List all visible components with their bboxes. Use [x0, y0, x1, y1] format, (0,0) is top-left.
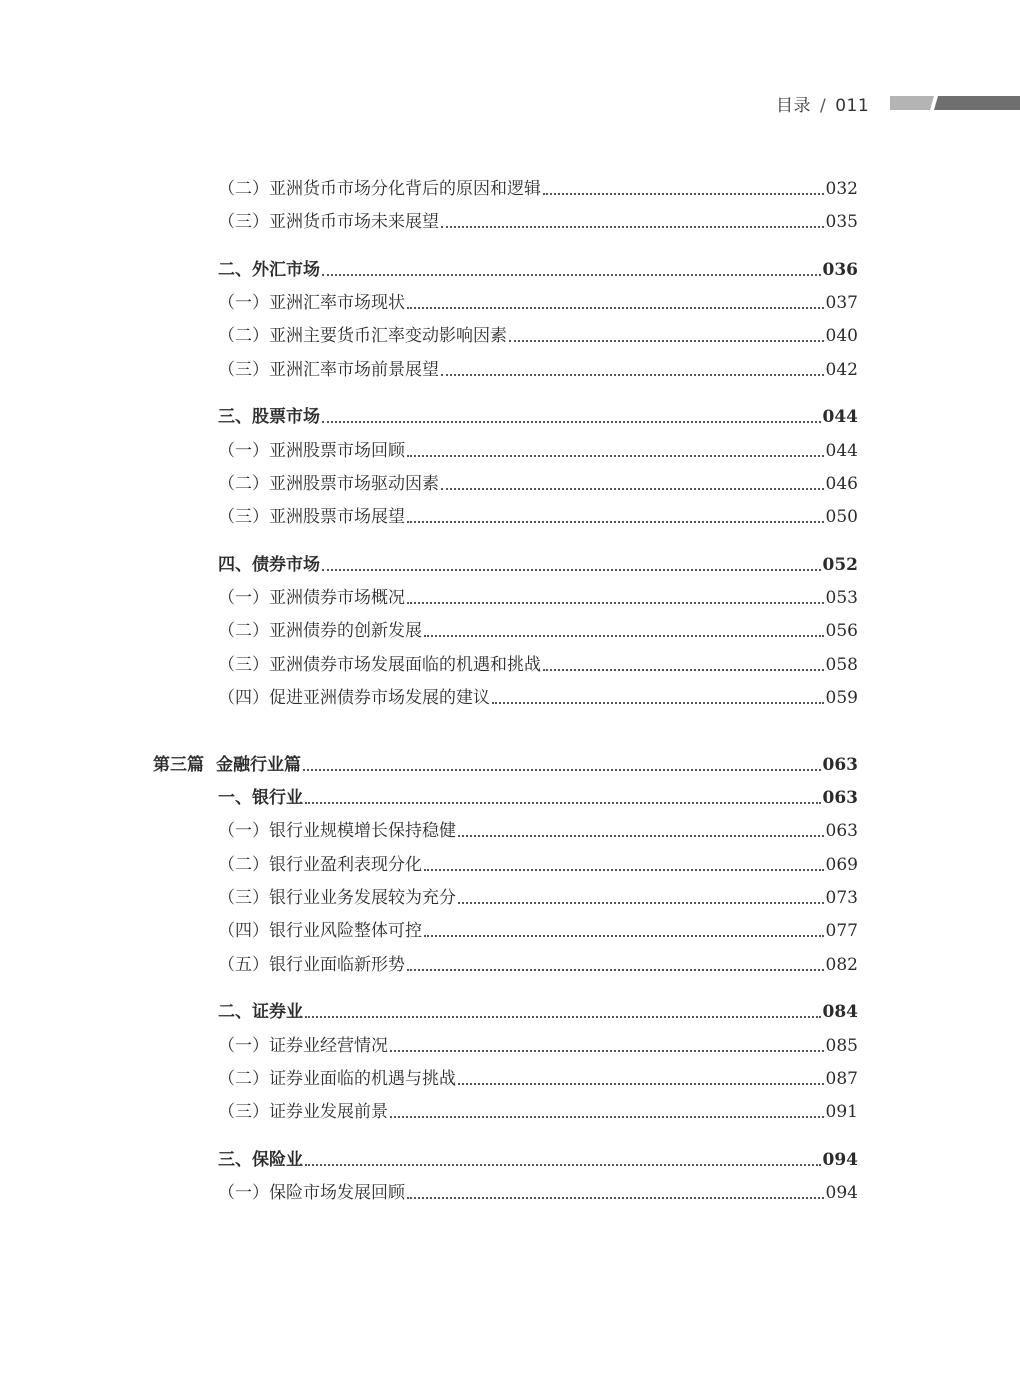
toc-entry-title: 二、外汇市场 — [218, 260, 320, 280]
toc-page-number: 082 — [825, 955, 858, 975]
toc-page-number: 087 — [825, 1069, 858, 1089]
toc-dot-leader — [322, 569, 821, 571]
toc-dot-leader — [305, 802, 821, 804]
toc-entry-title: 四、债券市场 — [218, 555, 320, 575]
toc-entry-title: （一）亚洲债券市场概况 — [218, 588, 405, 608]
toc-page-number: 073 — [825, 888, 858, 908]
toc-subsection-entry[interactable] — [218, 504, 858, 530]
toc-entry-title: （二）银行业盈利表现分化 — [218, 855, 422, 875]
toc-subsection-entry[interactable] — [218, 818, 858, 844]
toc-part-name: 金融行业篇 — [216, 755, 301, 775]
toc-dot-leader — [441, 226, 824, 228]
toc-dot-leader — [305, 1164, 821, 1166]
toc-page-number: 052 — [822, 555, 858, 575]
toc-entry-title: 二、证券业 — [218, 1002, 303, 1022]
toc-subsection-entry[interactable] — [218, 1033, 858, 1059]
toc-dot-leader — [424, 935, 824, 937]
toc-page-number: 063 — [825, 821, 858, 841]
header-separator: / — [820, 96, 827, 116]
toc-page-number: 032 — [825, 179, 858, 199]
toc-dot-leader — [322, 421, 821, 423]
toc-entry-title: 一、银行业 — [218, 788, 303, 808]
toc-page-number: 050 — [825, 507, 858, 527]
toc-entry-title: （二）证券业面临的机遇与挑战 — [218, 1069, 456, 1089]
toc-part-label: 第三篇 — [153, 755, 204, 775]
toc-dot-leader — [543, 193, 824, 195]
toc-dot-leader — [407, 521, 824, 523]
toc-page-number: 085 — [825, 1036, 858, 1056]
toc-entry-title: （三）证券业发展前景 — [218, 1102, 388, 1122]
toc-page-number: 059 — [825, 688, 858, 708]
toc-subsection-entry[interactable] — [218, 1180, 858, 1206]
toc-entry-title: （二）亚洲债券的创新发展 — [218, 621, 422, 641]
toc-dot-leader — [509, 340, 824, 342]
toc-dot-leader — [441, 374, 824, 376]
toc-dot-leader — [424, 635, 824, 637]
toc-subsection-entry[interactable] — [218, 885, 858, 911]
toc-entry-title: （三）亚洲汇率市场前景展望 — [218, 360, 439, 380]
toc-dot-leader — [407, 1197, 824, 1199]
toc-page-number: 077 — [825, 921, 858, 941]
toc-page-number: 046 — [825, 474, 858, 494]
toc-page-number: 042 — [825, 360, 858, 380]
toc-subsection-entry[interactable] — [218, 952, 858, 978]
header-decorative-bar — [890, 96, 1020, 110]
toc-dot-leader — [390, 1116, 824, 1118]
toc-entry-title: （一）保险市场发展回顾 — [218, 1183, 405, 1203]
toc-section-entry[interactable] — [218, 404, 858, 430]
toc-page-number: 053 — [825, 588, 858, 608]
toc-entry-title: （一）亚洲股票市场回顾 — [218, 441, 405, 461]
toc-page-number: 084 — [822, 1002, 858, 1022]
toc-page-number: 094 — [825, 1183, 858, 1203]
toc-page-number: 040 — [825, 326, 858, 346]
toc-subsection-entry[interactable] — [218, 652, 858, 678]
toc-dot-leader — [458, 1083, 824, 1085]
toc-page-number: 063 — [822, 788, 858, 808]
toc-subsection-entry[interactable] — [218, 290, 858, 316]
toc-entry-title — [153, 752, 301, 778]
toc-dot-leader — [407, 455, 824, 457]
toc-page-number: 044 — [825, 441, 858, 461]
toc-entry-title: （二）亚洲股票市场驱动因素 — [218, 474, 439, 494]
toc-subsection-entry[interactable] — [218, 852, 858, 878]
toc-dot-leader — [492, 702, 824, 704]
toc-page-number: 091 — [825, 1102, 858, 1122]
toc-page-number: 063 — [822, 755, 858, 775]
toc-dot-leader — [458, 835, 824, 837]
toc-dot-leader — [424, 869, 824, 871]
toc-dot-leader — [390, 1050, 824, 1052]
toc-dot-leader — [407, 602, 824, 604]
toc-entry-title: 三、股票市场 — [218, 407, 320, 427]
running-header — [776, 91, 869, 116]
toc-section-entry[interactable] — [218, 1147, 858, 1173]
toc-dot-leader — [407, 307, 824, 309]
header-page-number: 011 — [835, 96, 870, 116]
toc-page-number: 069 — [825, 855, 858, 875]
toc-page-number: 056 — [825, 621, 858, 641]
toc-subsection-entry[interactable] — [218, 618, 858, 644]
toc-subsection-entry[interactable] — [218, 1099, 858, 1125]
toc-dot-leader — [441, 488, 824, 490]
toc-subsection-entry[interactable] — [218, 585, 858, 611]
toc-section-entry[interactable] — [218, 257, 858, 283]
toc-entry-title: （三）亚洲货币市场未来展望 — [218, 212, 439, 232]
toc-subsection-entry[interactable] — [218, 209, 858, 235]
toc-page-number: 044 — [822, 407, 858, 427]
toc-section-entry[interactable] — [218, 999, 858, 1025]
toc-subsection-entry[interactable] — [218, 918, 858, 944]
toc-entry-title: （三）亚洲债券市场发展面临的机遇和挑战 — [218, 655, 541, 675]
toc-subsection-entry[interactable] — [218, 357, 858, 383]
toc-dot-leader — [543, 669, 824, 671]
toc-subsection-entry[interactable] — [218, 438, 858, 464]
toc-page-number: 094 — [822, 1150, 858, 1170]
toc-entry-title: （五）银行业面临新形势 — [218, 955, 405, 975]
toc-dot-leader — [305, 1016, 821, 1018]
toc-page-number: 036 — [822, 260, 858, 280]
toc-subsection-entry[interactable] — [218, 1066, 858, 1092]
header-section-title: 目录 — [776, 96, 811, 116]
toc-dot-leader — [303, 769, 821, 771]
toc-entry-title: 三、保险业 — [218, 1150, 303, 1170]
toc-part-entry[interactable] — [153, 752, 858, 778]
toc-dot-leader — [458, 902, 824, 904]
toc-page-number: 058 — [825, 655, 858, 675]
toc-subsection-entry[interactable] — [218, 323, 858, 349]
toc-subsection-entry[interactable] — [218, 685, 858, 711]
toc-entry-title: （四）促进亚洲债券市场发展的建议 — [218, 688, 490, 708]
toc-page-number: 035 — [825, 212, 858, 232]
toc-section-entry[interactable] — [218, 552, 858, 578]
toc-subsection-entry[interactable] — [218, 471, 858, 497]
toc-entry-title: （二）亚洲货币市场分化背后的原因和逻辑 — [218, 179, 541, 199]
toc-entry-title: （一）亚洲汇率市场现状 — [218, 293, 405, 313]
toc-entry-title: （三）亚洲股票市场展望 — [218, 507, 405, 527]
toc-entry-title: （一）证券业经营情况 — [218, 1036, 388, 1056]
toc-section-entry[interactable] — [218, 785, 858, 811]
toc-subsection-entry[interactable] — [218, 176, 858, 202]
toc-entry-title: （二）亚洲主要货币汇率变动影响因素 — [218, 326, 507, 346]
toc-entry-title: （四）银行业风险整体可控 — [218, 921, 422, 941]
toc-dot-leader — [407, 969, 824, 971]
toc-page-number: 037 — [825, 293, 858, 313]
toc-entry-title: （三）银行业业务发展较为充分 — [218, 888, 456, 908]
toc-dot-leader — [322, 274, 821, 276]
toc-entry-title: （一）银行业规模增长保持稳健 — [218, 821, 456, 841]
